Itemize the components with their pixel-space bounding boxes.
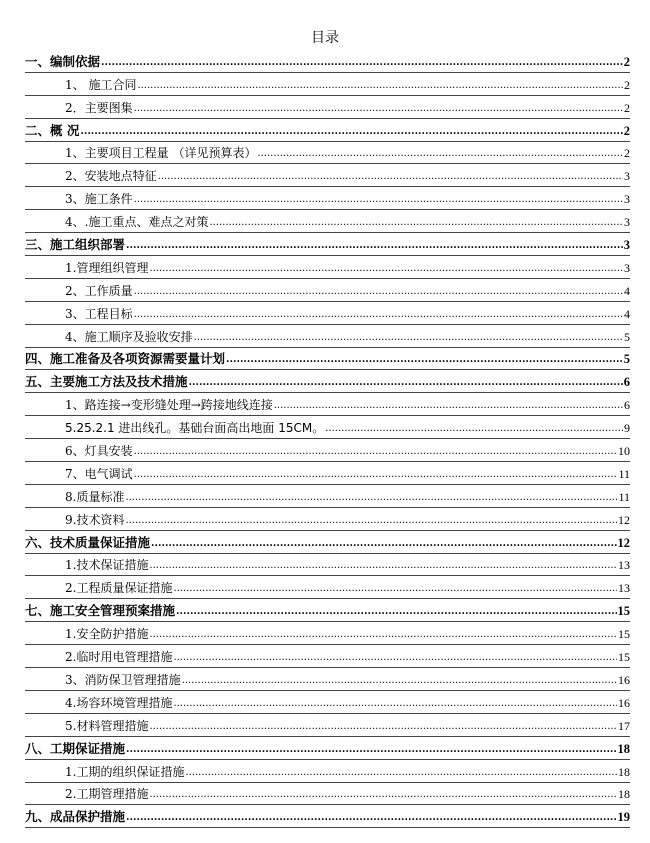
toc-page-number: 3	[624, 260, 630, 275]
toc-page-number: 6	[624, 398, 630, 413]
toc-entry-title: 1、 施工合同	[65, 77, 137, 92]
toc-section-entry[interactable]	[25, 599, 630, 622]
toc-page-number: 18	[618, 764, 630, 779]
toc-entry-title: 2.工程质量保证措施	[65, 581, 173, 596]
toc-dot-leader	[325, 421, 623, 435]
toc-dot-leader	[149, 627, 617, 641]
toc-page-number: 9	[624, 421, 630, 436]
toc-dot-leader	[151, 536, 616, 550]
toc-dot-leader	[126, 742, 616, 756]
toc-entry-title: 二、概 况	[25, 122, 80, 138]
toc-entry-title: 九、成品保护措施	[25, 809, 126, 825]
toc-subsection-entry[interactable]	[25, 668, 630, 691]
toc-entry-title: 7、电气调试	[65, 466, 133, 481]
toc-page-number: 3	[624, 215, 630, 230]
toc-entry-title: 七、施工安全管理预案措施	[25, 603, 176, 619]
toc-subsection-entry[interactable]	[25, 302, 630, 325]
toc-subsection-entry[interactable]	[25, 783, 630, 806]
toc-subsection-entry[interactable]	[25, 96, 630, 119]
toc-page-number: 12	[617, 535, 630, 550]
toc-dot-leader	[226, 352, 623, 366]
toc-subsection-entry[interactable]	[25, 645, 630, 668]
toc-entry-title: 2．主要图集	[65, 100, 133, 115]
toc-subsection-entry[interactable]	[25, 73, 630, 96]
toc-section-entry[interactable]	[25, 50, 630, 73]
toc-dot-leader	[101, 55, 623, 69]
toc-page-number: 6	[623, 375, 630, 390]
toc-entry-title: 2.临时用电管理措施	[65, 650, 173, 665]
toc-dot-leader	[176, 604, 616, 618]
toc-section-entry[interactable]	[25, 370, 630, 393]
toc-page-number: 13	[618, 558, 630, 573]
toc-subsection-entry[interactable]	[25, 393, 630, 416]
toc-entry-title: 3、消防保卫管理措施	[65, 672, 181, 687]
toc-page-number: 5	[624, 329, 630, 344]
toc-section-entry[interactable]	[25, 531, 630, 554]
toc-page-number: 18	[617, 741, 630, 756]
toc-entry-title: 3、工程目标	[65, 306, 133, 321]
toc-entry-title: 1、主要项目工程量 （详见预算表）	[65, 146, 257, 161]
toc-section-entry[interactable]	[25, 119, 630, 142]
toc-subsection-entry[interactable]	[25, 210, 630, 233]
toc-page-number: 4	[624, 283, 630, 298]
toc-entry-title: 5.材料管理措施	[65, 718, 149, 733]
toc-page-number: 2	[624, 146, 630, 161]
toc-subsection-entry[interactable]	[25, 576, 630, 599]
toc-page-number: 12	[618, 512, 630, 527]
toc-subsection-entry[interactable]	[25, 760, 630, 783]
toc-dot-leader	[173, 581, 617, 595]
toc-entry-title: 6、灯具安装	[65, 444, 133, 459]
toc-dot-leader	[194, 330, 623, 344]
toc-entry-title: 1.工期的组织保证措施	[65, 764, 185, 779]
toc-dot-leader	[134, 467, 618, 481]
toc-page-number: 15	[617, 604, 630, 619]
toc-dot-leader	[274, 398, 623, 412]
toc-subsection-entry[interactable]	[25, 439, 630, 462]
toc-page-number: 2	[624, 77, 630, 92]
toc-dot-leader	[134, 444, 617, 458]
toc-section-entry[interactable]	[25, 737, 630, 760]
toc-entry-title: 三、施工组织部署	[25, 237, 126, 253]
table-of-contents	[25, 50, 630, 828]
toc-title: 目录	[311, 30, 339, 46]
toc-page-number: 16	[618, 672, 630, 687]
toc-entry-title: 六、技术质量保证措施	[25, 534, 151, 550]
toc-page-number: 2	[623, 123, 630, 138]
toc-entry-title: 4、施工顺序及验收安排	[65, 329, 193, 344]
toc-subsection-entry[interactable]	[25, 554, 630, 577]
toc-subsection-entry[interactable]	[25, 714, 630, 737]
toc-dot-leader	[173, 696, 617, 710]
toc-dot-leader	[149, 787, 617, 801]
toc-entry-title: 1、路连接→变形缝处理→跨接地线连接	[65, 398, 273, 413]
toc-dot-leader	[125, 490, 617, 504]
toc-page-number: 3	[623, 238, 630, 253]
toc-subsection-entry[interactable]	[25, 508, 630, 531]
toc-page-number: 13	[618, 581, 630, 596]
toc-page-number: 2	[623, 54, 630, 69]
toc-entry-title: 1.管理组织管理	[65, 260, 149, 275]
toc-entry-title: 2、工作质量	[65, 283, 133, 298]
toc-entry-title: 五、主要施工方法及技术措施	[25, 374, 188, 390]
toc-dot-leader	[137, 78, 623, 92]
toc-entry-title: 八、工期保证措施	[25, 740, 126, 756]
toc-dot-leader	[158, 169, 623, 183]
toc-entry-title: 四、施工准备及各项资源需要量计划	[25, 351, 226, 367]
toc-page-number: 10	[618, 444, 630, 459]
toc-dot-leader	[134, 101, 623, 115]
toc-subsection-entry[interactable]	[25, 416, 630, 439]
toc-page-number: 4	[624, 306, 630, 321]
toc-subsection-entry[interactable]	[25, 279, 630, 302]
toc-entry-title: 4、.施工重点、难点之对策	[65, 215, 209, 230]
toc-page-number: 3	[624, 169, 630, 184]
toc-dot-leader	[209, 215, 623, 229]
toc-dot-leader	[182, 673, 617, 687]
toc-page-number: 2	[624, 100, 630, 115]
toc-subsection-entry[interactable]	[25, 187, 630, 210]
toc-subsection-entry[interactable]	[25, 691, 630, 714]
toc-page-number: 15	[618, 650, 630, 665]
toc-dot-leader	[134, 192, 623, 206]
toc-dot-leader	[126, 810, 616, 824]
toc-dot-leader	[173, 650, 617, 664]
toc-page-number: 11	[618, 489, 630, 504]
toc-subsection-entry[interactable]	[25, 462, 630, 485]
toc-page-number: 19	[617, 810, 630, 825]
toc-subsection-entry[interactable]	[25, 485, 630, 508]
toc-page-number: 16	[618, 695, 630, 710]
toc-page-number: 3	[624, 192, 630, 207]
toc-subsection-entry[interactable]	[25, 325, 630, 348]
toc-subsection-entry[interactable]	[25, 622, 630, 645]
toc-dot-leader	[134, 307, 623, 321]
toc-entry-title: 8.质量标准	[65, 489, 125, 504]
toc-dot-leader	[134, 284, 623, 298]
toc-page-number: 5	[623, 352, 630, 367]
toc-subsection-entry[interactable]	[25, 164, 630, 187]
toc-section-entry[interactable]	[25, 233, 630, 256]
toc-dot-leader	[189, 375, 623, 389]
toc-entry-title: 5.25.2.1 进出线孔。基础台面高出地面 15CM。	[65, 421, 325, 436]
toc-subsection-entry[interactable]	[25, 256, 630, 279]
toc-dot-leader	[125, 513, 617, 527]
toc-dot-leader	[257, 146, 623, 160]
toc-dot-leader	[149, 719, 617, 733]
toc-entry-title: 2、安装地点特征	[65, 169, 157, 184]
toc-dot-leader	[185, 765, 617, 779]
toc-dot-leader	[80, 124, 622, 138]
toc-section-entry[interactable]	[25, 348, 630, 371]
toc-dot-leader	[126, 238, 623, 252]
toc-entry-title: 4.场容环境管理措施	[65, 695, 173, 710]
toc-entry-title: 2.工期管理措施	[65, 787, 149, 802]
toc-page-number: 15	[618, 627, 630, 642]
toc-entry-title: 9.技术资料	[65, 512, 125, 527]
toc-entry-title: 1.安全防护措施	[65, 627, 149, 642]
toc-entry-title: 一、编制依据	[25, 53, 101, 69]
toc-dot-leader	[149, 558, 617, 572]
toc-section-entry[interactable]	[25, 805, 630, 828]
toc-page-number: 11	[618, 466, 630, 481]
toc-entry-title: 3、施工条件	[65, 192, 133, 207]
toc-entry-title: 1.技术保证措施	[65, 558, 149, 573]
toc-page-number: 17	[618, 718, 630, 733]
toc-dot-leader	[149, 261, 623, 275]
toc-page-number: 18	[618, 787, 630, 802]
toc-subsection-entry[interactable]	[25, 142, 630, 165]
